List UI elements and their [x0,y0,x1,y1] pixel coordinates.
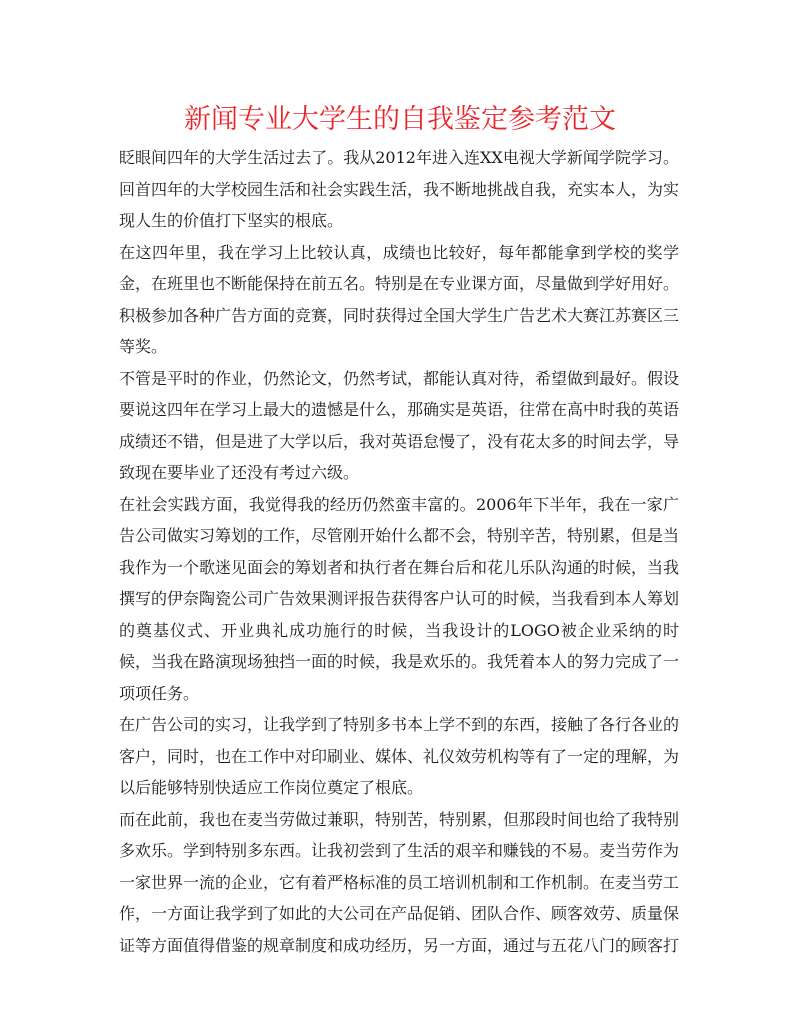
paragraph: 而在此前，我也在麦当劳做过兼职，特别苦，特别累，但那段时间也给了我特别多欢乐。学到特别多东西。让我初尝到了生活的艰辛和赚钱的不易。麦当劳作为一家世界一流的企业，它有着严格标准的员工培训机制和工作机制。在麦当劳工作，一方面让我学到了如此的大公司在产品促销、团队合作、顾客效劳、质量保证等方面值得借鉴的规章制度和成功经历，另一方面，通过与五花八门的顾客打 [119,809,680,955]
paragraph: 在广告公司的实习，让我学到了特别多书本上学不到的东西，接触了各行各业的客户，同时，也在工作中对印刷业、媒体、礼仪效劳机构等有了一定的理解，为以后能够特别快适应工作岗位奠定了根底。 [119,715,680,797]
paragraph: 不管是平时的作业，仍然论文，仍然考试，都能认真对待，希望做到最好。假设要说这四年在学习上最大的遗憾是什么，那确实是英语，往常在高中时我的英语成绩还不错，但是进了大学以后，我对英语怠慢了，没有花太多的时间去学，导致现在要毕业了还没有考过六级。 [119,368,680,482]
document-title: 新闻专业大学生的自我鉴定参考范文 [184,104,616,135]
document-body [119,142,679,961]
paragraph: 在社会实践方面，我觉得我的经历仍然蛮丰富的。2006年下半年，我在一家广告公司做实习筹划的工作，尽管刚开始什么都不会，特别辛苦，特别累，但是当我作为一个歌迷见面会的筹划者和执行者在舞台后和花儿乐队沟通的时候，当我撰写的伊奈陶瓷公司广告效果测评报告获得客户认可的时候，当我看到本人筹划的奠基仪式、开业典礼成功施行的时候，当我设计的LOGO被企业采纳的时候，当我在路演现场独挡一面的时候，我是欢乐的。我凭着本人的努力完成了一项项任务。 [119,494,680,703]
paragraph: 眨眼间四年的大学生活过去了。我从2012年进入连XX电视大学新闻学院学习。回首四年的大学校园生活和社会实践生活，我不断地挑战自我，充实本人，为实现人生的价值打下坚实的根底。 [119,148,680,230]
paragraph: 在这四年里，我在学习上比较认真，成绩也比较好，每年都能拿到学校的奖学金，在班里也不断能保持在前五名。特别是在专业课方面，尽量做到学好用好。积极参加各种广告方面的竞赛，同时获得过全国大学生广告艺术大赛江苏赛区三等奖。 [119,242,680,356]
